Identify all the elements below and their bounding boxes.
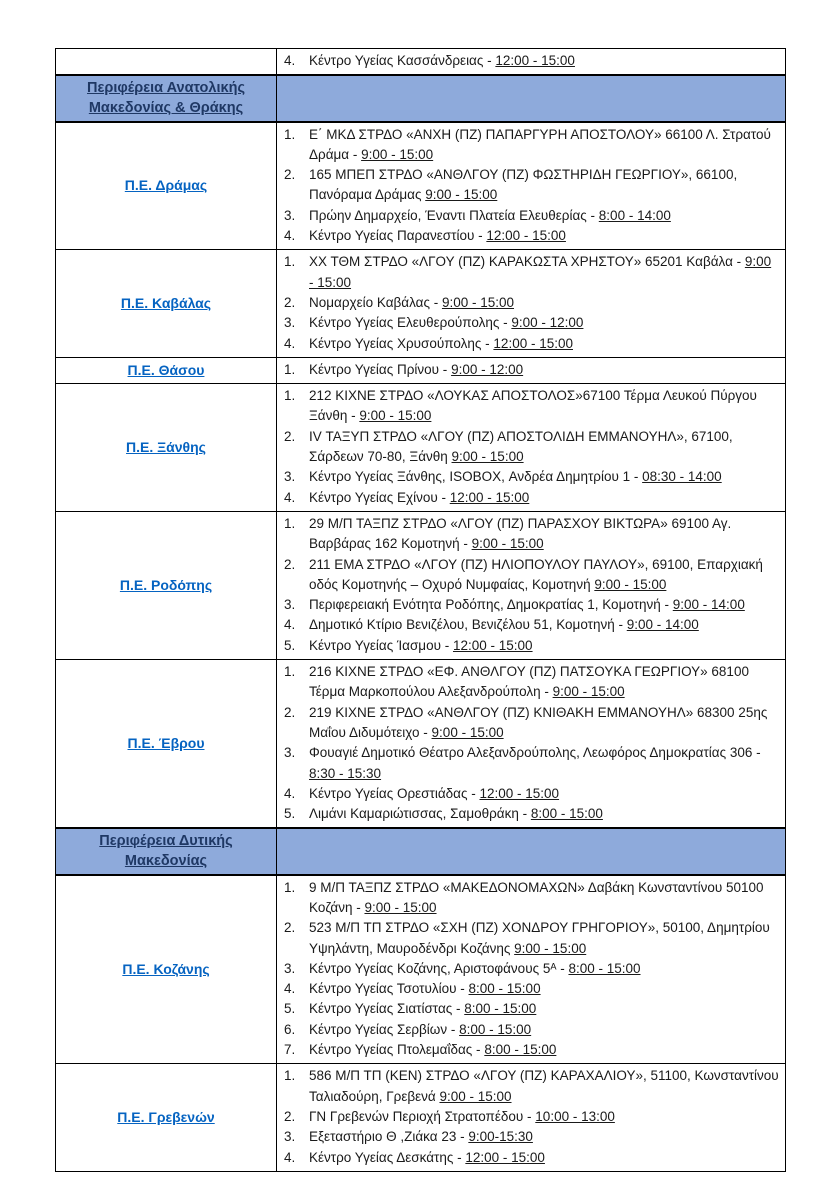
item-number: 2. <box>284 1108 296 1124</box>
table-row <box>56 122 786 250</box>
list-item <box>284 386 779 427</box>
list-item <box>284 51 779 71</box>
item-number: 4. <box>284 489 296 505</box>
item-time: 8:00 - 15:00 <box>530 806 603 822</box>
item-body <box>309 206 779 226</box>
item-time: 9:00 - 12:00 <box>511 315 584 331</box>
locations-cell <box>277 660 786 829</box>
item-number: 3. <box>284 597 296 613</box>
region-cell <box>56 384 277 512</box>
item-body <box>309 1107 779 1127</box>
list-item <box>284 1127 779 1147</box>
item-body <box>309 360 779 380</box>
region-link[interactable]: Π.Ε. Έβρου <box>127 735 205 752</box>
list-item <box>284 743 779 784</box>
item-body <box>309 662 779 703</box>
item-time: 9:00-15:30 <box>468 1129 533 1145</box>
region-link[interactable]: Π.Ε. Δράμας <box>124 177 208 194</box>
item-text: 586 Μ/Π ΤΠ (ΚΕΝ) ΣΤΡΔΟ «ΛΓΟΥ (ΠΖ) ΚΑΡΑΧΑΛΙΟΥ», 51100, Κωνσταντίνου Ταλιαδούρη, Γρεβενά <box>309 1068 779 1104</box>
list-item <box>284 636 779 656</box>
health-centers-table <box>55 48 786 1172</box>
locations-cell <box>277 122 786 250</box>
list-item <box>284 467 779 487</box>
item-time: 9:00 - 15:00 <box>441 294 515 310</box>
item-text: 212 ΚΙΧΝΕ ΣΤΡΔΟ «ΛΟΥΚΑΣ ΑΠΟΣΤΟΛΟΣ»67100 Τέρμα Λευκού Πύργου Ξάνθη - <box>309 388 757 424</box>
item-time: 8:00 - 15:00 <box>568 960 641 976</box>
item-time: 9:00 - 15:00 <box>361 146 434 162</box>
item-text: Κέντρο Υγείας Σερβίων - <box>309 1021 460 1037</box>
item-text: Κέντρο Υγείας Ορεστιάδας - <box>309 785 480 801</box>
item-number: 1. <box>284 254 296 270</box>
item-text: Κέντρο Υγείας Χρυσούπολης - <box>309 335 494 351</box>
region-cell <box>56 1064 277 1171</box>
item-text: Νομαρχείο Καβάλας - <box>309 294 442 310</box>
locations-cell <box>277 250 786 357</box>
item-text: Φουαγιέ Δημοτικό Θέατρο Αλεξανδρούπολης, Λεωφόρος Δημοκρατίας 306 - <box>309 745 761 761</box>
item-time: 8:30 - 15:30 <box>309 765 382 781</box>
list-item <box>284 488 779 508</box>
item-text: 523 Μ/Π ΤΠ ΣΤΡΔΟ «ΣΧΗ (ΠΖ) ΧΟΝΔΡΟΥ ΓΡΗΓΟΡΙΟΥ», 50100, Δημητρίου Υψηλάντη, Μαυροδένδρι Κοζάνης <box>309 920 770 956</box>
item-text: Κέντρο Υγείας Πρίνου - <box>309 361 452 377</box>
item-number: 3. <box>284 960 296 976</box>
locations-cell <box>277 875 786 1064</box>
table-row <box>56 49 786 76</box>
item-time: 9:00 - 15:00 <box>514 940 587 956</box>
item-body <box>309 1148 779 1168</box>
item-body <box>309 427 779 468</box>
section-header-cell <box>56 828 277 874</box>
item-body <box>309 51 779 71</box>
list-item <box>284 595 779 615</box>
item-text: Περιφερειακή Ενότητα Ροδόπης, Δημοκρατίας 1, Κομοτηνή - <box>309 597 673 613</box>
item-time: 9:00 - 15:00 <box>471 536 544 552</box>
list-item <box>284 206 779 226</box>
list-item <box>284 427 779 468</box>
item-number: 1. <box>284 664 296 680</box>
item-body <box>309 878 779 919</box>
item-body <box>309 615 779 635</box>
item-text: 219 ΚΙΧΝΕ ΣΤΡΔΟ «ΑΝΘΛΓΟΥ (ΠΖ) ΚΝΙΘΑΚΗ ΕΜΜΑΝΟΥΗΛ» 68300 25ης Μαΐου Διδυμότειχο - <box>309 704 768 740</box>
item-text: IV ΤΑΞΥΠ ΣΤΡΔΟ «ΛΓΟΥ (ΠΖ) ΑΠΟΣΤΟΛΙΔΗ ΕΜΜΑΝΟΥΗΛ», 67100, Σάρδεων 70-80, Ξάνθη <box>309 428 733 465</box>
item-body <box>309 386 779 427</box>
item-number: 7. <box>284 1042 296 1058</box>
list-item <box>284 959 779 979</box>
locations-cell <box>277 511 786 659</box>
item-number: 4. <box>284 617 296 633</box>
item-text: Κέντρο Υγείας Ελευθερούπολης - <box>309 315 512 331</box>
item-body <box>309 979 779 999</box>
item-text: Κέντρο Υγείας Σιατίστας - <box>309 1001 465 1017</box>
item-number: 4. <box>284 981 296 997</box>
item-number: 1. <box>284 879 296 895</box>
table-row <box>56 250 786 357</box>
item-time: 08:30 - 14:00 <box>642 469 722 485</box>
item-text: Κέντρο Υγείας Ξάνθης, ISOBOX, Ανδρέα Δημητρίου 1 - <box>309 469 643 485</box>
item-body <box>309 784 779 804</box>
item-text: Λιμάνι Καμαριώτισσας, Σαμοθράκη - <box>309 806 531 822</box>
list-item <box>284 1020 779 1040</box>
list-item <box>284 313 779 333</box>
item-body <box>309 467 779 487</box>
table-row <box>56 828 786 874</box>
item-number: 1. <box>284 1068 296 1084</box>
list-item <box>284 334 779 354</box>
item-text: Εξεταστήριο Θ ,Ζιάκα 23 - <box>309 1129 469 1145</box>
list-item <box>284 784 779 804</box>
locations-cell <box>277 357 786 383</box>
region-cell <box>56 122 277 250</box>
item-number: 5. <box>284 637 296 653</box>
item-number: 3. <box>284 315 296 331</box>
list-item <box>284 1107 779 1127</box>
item-time: 12:00 - 15:00 <box>495 53 575 68</box>
item-time: 12:00 - 15:00 <box>493 335 573 351</box>
item-body <box>309 1020 779 1040</box>
table-row <box>56 384 786 512</box>
locations-cell <box>277 1064 786 1171</box>
item-text: Ε΄ ΜΚΔ ΣΤΡΔΟ «ΑΝΧΗ (ΠΖ) ΠΑΠΑΡΓΥΡΗ ΑΠΟΣΤΟΛΟΥ» 66100 Λ. Στρατού Δράμα - <box>309 126 771 162</box>
item-time: 12:00 - 15:00 <box>486 228 566 244</box>
list-item <box>284 514 779 555</box>
table-row <box>56 511 786 659</box>
item-body <box>309 595 779 615</box>
item-text: 216 ΚΙΧΝΕ ΣΤΡΔΟ «ΕΦ. ΑΝΘΛΓΟΥ (ΠΖ) ΠΑΤΣΟΥΚΑ ΓΕΩΡΓΙΟΥ» 68100 Τέρμα Μαρκοπούλου Αλεξανδρούπολη - <box>309 664 749 700</box>
region-cell <box>56 357 277 383</box>
item-number: 4. <box>284 228 296 244</box>
list-item <box>284 999 779 1019</box>
item-body <box>309 636 779 656</box>
item-number: 2. <box>284 920 296 936</box>
item-text: 9 Μ/Π ΤΑΞΠΖ ΣΤΡΔΟ «ΜΑΚΕΔΟΝΟΜΑΧΩΝ» Δαβάκη Κωνσταντίνου 50100 Κοζάνη - <box>309 879 764 915</box>
item-body <box>309 514 779 555</box>
item-number: 2. <box>284 294 296 310</box>
item-number: 6. <box>284 1021 296 1037</box>
item-text: 29 Μ/Π ΤΑΞΠΖ ΣΤΡΔΟ «ΛΓΟΥ (ΠΖ) ΠΑΡΑΣΧΟΥ ΒΙΚΤΩΡΑ» 69100 Αγ. Βαρβάρας 162 Κομοτηνή - <box>309 515 732 552</box>
list-item <box>284 252 779 293</box>
item-number: 2. <box>284 704 296 720</box>
region-link[interactable]: Π.Ε. Θάσου <box>127 361 205 378</box>
list-item <box>284 703 779 744</box>
item-time: 9:00 - 15:00 <box>439 1088 512 1104</box>
item-number: 1. <box>284 361 296 377</box>
item-number: 4. <box>284 53 296 68</box>
item-body <box>309 1066 779 1107</box>
item-number: 5. <box>284 1001 296 1017</box>
item-number: 4. <box>284 335 296 351</box>
item-text: Κέντρο Υγείας Κασσάνδρειας - <box>309 53 496 68</box>
item-body <box>309 488 779 508</box>
item-text: Κέντρο Υγείας Κοζάνης, Αριστοφάνους 5ᴬ - <box>309 960 569 976</box>
table-row <box>56 357 786 383</box>
item-time: 8:00 - 15:00 <box>468 981 541 997</box>
item-time: 12:00 - 15:00 <box>449 489 530 505</box>
region-link[interactable]: Π.Ε. Ξάνθης <box>126 438 206 455</box>
item-text: 211 ΕΜΑ ΣΤΡΔΟ «ΛΓΟΥ (ΠΖ) ΗΛΙΟΠΟΥΛΟΥ ΠΑΥΛΟΥ», 69100, Επαρχιακή οδός Κομοτηνής – Οχυρό Νυμφαίας, Κομοτηνή <box>309 556 763 592</box>
region-cell <box>56 875 277 1064</box>
item-body <box>309 313 779 333</box>
item-body <box>309 999 779 1019</box>
item-text: Κέντρο Υγείας Ίασμου - <box>309 637 453 653</box>
section-header-label: Περιφέρεια Δυτικής Μακεδονίας <box>99 833 233 870</box>
item-number: 4. <box>284 1149 296 1165</box>
item-time: 9:00 - 14:00 <box>672 597 745 613</box>
section-header-empty-cell <box>277 828 786 874</box>
item-text: Δημοτικό Κτίριο Βενιζέλου, Βενιζέλου 51, Κομοτηνή - <box>309 617 627 633</box>
item-text: Κέντρο Υγείας Πτολεμαΐδας - <box>309 1042 485 1058</box>
list-item <box>284 226 779 246</box>
item-time: 9:00 - 14:00 <box>626 617 699 633</box>
list-item <box>284 979 779 999</box>
table-row <box>56 660 786 829</box>
region-link[interactable]: Π.Ε. Ροδόπης <box>119 576 213 593</box>
item-time: 8:00 - 15:00 <box>464 1001 537 1017</box>
region-link[interactable]: Π.Ε. Κοζάνης <box>122 960 210 977</box>
item-number: 1. <box>284 388 296 404</box>
item-time: 9:00 - 15:00 <box>451 449 524 465</box>
locations-cell <box>277 49 786 76</box>
list-item <box>284 918 779 959</box>
item-time: 9:00 - 15:00 <box>364 899 437 915</box>
item-body <box>309 1127 779 1147</box>
item-body <box>309 959 779 979</box>
item-time: 12:00 - 15:00 <box>452 637 533 653</box>
list-item <box>284 1040 779 1060</box>
item-body <box>309 918 779 959</box>
item-number: 3. <box>284 207 296 223</box>
item-time: 8:00 - 15:00 <box>484 1042 557 1058</box>
item-number: 1. <box>284 126 296 142</box>
item-time: 9:00 - 15:00 <box>594 576 667 592</box>
item-number: 2. <box>284 556 296 572</box>
item-number: 4. <box>284 785 296 801</box>
table-row <box>56 875 786 1064</box>
item-body <box>309 804 779 824</box>
region-cell <box>56 49 277 76</box>
item-time: 9:00 - 15:00 <box>359 408 432 424</box>
list-item <box>284 1148 779 1168</box>
list-item <box>284 293 779 313</box>
item-body <box>309 165 779 206</box>
item-text: ΧΧ ΤΘΜ ΣΤΡΔΟ «ΛΓΟΥ (ΠΖ) ΚΑΡΑΚΩΣΤΑ ΧΡΗΣΤΟΥ» 65201 Καβάλα - <box>309 254 745 270</box>
region-cell <box>56 660 277 829</box>
item-time: 9:00 - 15:00 <box>552 684 625 700</box>
item-text: Κέντρο Υγείας Δεσκάτης - <box>309 1149 466 1165</box>
list-item <box>284 165 779 206</box>
item-time: 10:00 - 13:00 <box>535 1108 615 1124</box>
section-header-cell <box>56 75 277 121</box>
item-time: 8:00 - 14:00 <box>598 207 671 223</box>
locations-cell <box>277 384 786 512</box>
item-time: 12:00 - 15:00 <box>465 1149 545 1165</box>
item-body <box>309 293 779 313</box>
item-text: Κέντρο Υγείας Εχίνου - <box>309 489 450 505</box>
item-body <box>309 555 779 596</box>
item-text: 165 ΜΠΕΠ ΣΤΡΔΟ «ΑΝΘΛΓΟΥ (ΠΖ) ΦΩΣΤΗΡΙΔΗ ΓΕΩΡΓΙΟΥ», 66100, Πανόραμα Δράμας <box>309 167 738 203</box>
item-number: 3. <box>284 1129 296 1145</box>
item-body <box>309 703 779 744</box>
region-cell <box>56 511 277 659</box>
region-link[interactable]: Π.Ε. Καβάλας <box>120 294 212 311</box>
item-body <box>309 1040 779 1060</box>
list-item <box>284 555 779 596</box>
item-time: 8:00 - 15:00 <box>459 1021 532 1037</box>
item-number: 5. <box>284 806 296 822</box>
list-item <box>284 878 779 919</box>
item-text: Κέντρο Υγείας Τσοτυλίου - <box>309 981 469 997</box>
item-time: 12:00 - 15:00 <box>479 785 560 801</box>
table-row <box>56 1064 786 1171</box>
item-number: 3. <box>284 745 296 761</box>
item-body <box>309 125 779 166</box>
item-number: 1. <box>284 515 296 531</box>
list-item <box>284 1066 779 1107</box>
item-text: Κέντρο Υγείας Παρανεστίου - <box>309 228 487 244</box>
item-body <box>309 226 779 246</box>
list-item <box>284 615 779 635</box>
item-number: 3. <box>284 469 296 485</box>
region-cell <box>56 250 277 357</box>
item-time: 9:00 - 15:00 <box>431 724 504 740</box>
list-item <box>284 662 779 703</box>
item-time: 9:00 - 12:00 <box>451 361 524 377</box>
item-text: Πρώην Δημαρχείο, Έναντι Πλατεία Ελευθερίας - <box>309 207 599 223</box>
item-body <box>309 743 779 784</box>
item-number: 2. <box>284 167 296 183</box>
section-header-label: Περιφέρεια Ανατολικής Μακεδονίας & Θράκης <box>87 80 245 117</box>
list-item <box>284 125 779 166</box>
item-time: 9:00 - 15:00 <box>309 254 772 290</box>
item-time: 9:00 - 15:00 <box>425 187 498 203</box>
item-text: ΓΝ Γρεβενών Περιοχή Στρατοπέδου - <box>309 1108 536 1124</box>
table-row <box>56 75 786 121</box>
list-item <box>284 360 779 380</box>
item-body <box>309 252 779 293</box>
item-body <box>309 334 779 354</box>
list-item <box>284 804 779 824</box>
region-link[interactable]: Π.Ε. Γρεβενών <box>117 1108 215 1125</box>
item-number: 2. <box>284 428 296 444</box>
section-header-empty-cell <box>277 75 786 121</box>
